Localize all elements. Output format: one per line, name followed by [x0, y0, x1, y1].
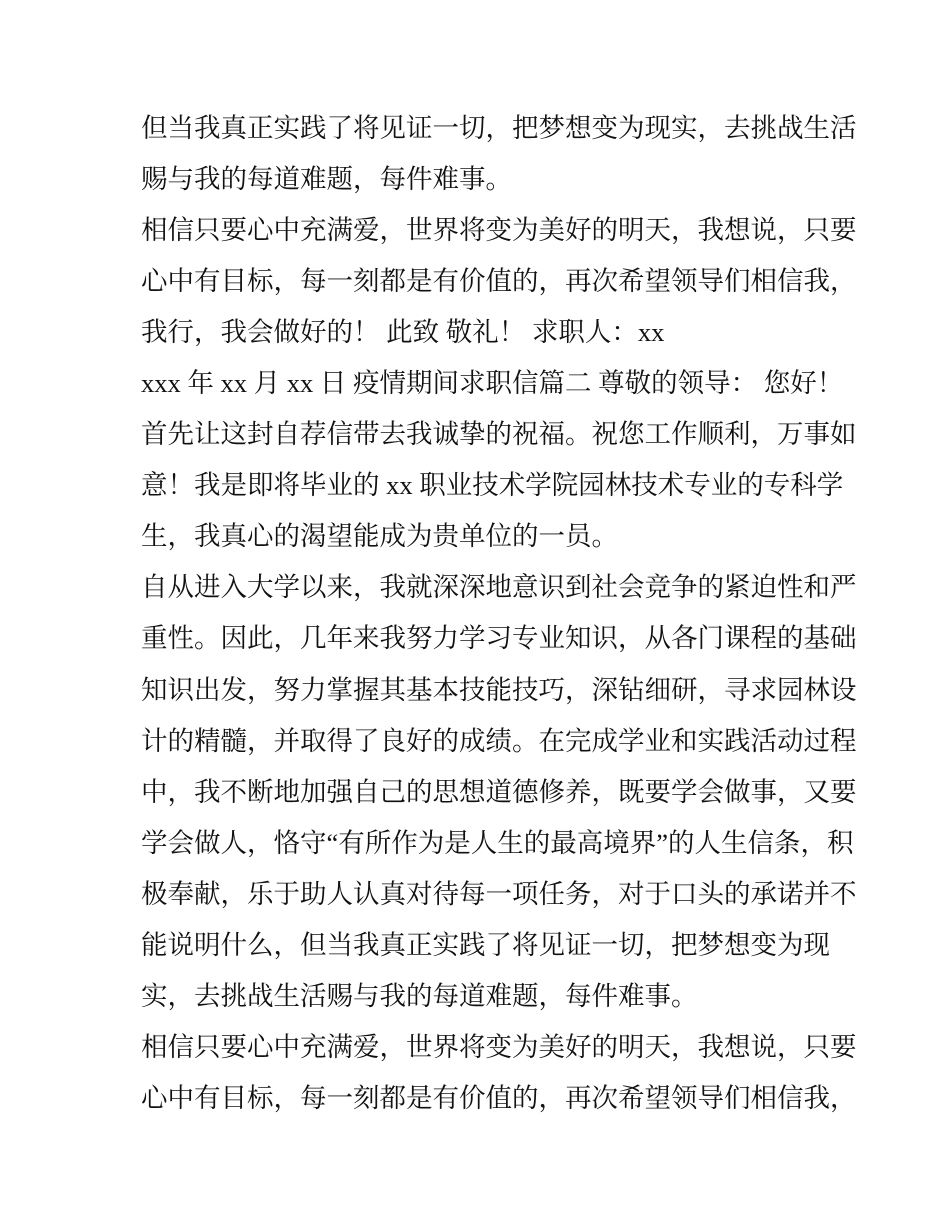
text-line: 意！我是即将毕业的 xx 职业技术学院园林技术专业的专科学 — [141, 470, 844, 501]
text-line: 相信只要心中充满爱，世界将变为美好的明天，我想说，只要 — [141, 1031, 857, 1062]
text-line: 但当我真正实践了将见证一切，把梦想变为现实，去挑战生活 — [141, 113, 857, 143]
text-line: 极奉献，乐于助人认真对待每一项任务，对于口头的承诺并不 — [141, 878, 857, 909]
text-line: 赐与我的每道难题，每件难事。 — [141, 164, 512, 195]
text-line: 首先让这封自荐信带去我诚挚的祝福。祝您工作顺利，万事如 — [141, 419, 857, 450]
text-line: 中，我不断地加强自己的思想道德修养，既要学会做事，又要 — [141, 776, 857, 807]
text-line: 实，去挑战生活赐与我的每道难题，每件难事。 — [141, 980, 698, 1011]
text-line: 能说明什么，但当我真正实践了将见证一切，把梦想变为现 — [141, 929, 830, 960]
text-line: xxx 年 xx 月 xx 日 疫情期间求职信篇二 尊敬的领导： 您好！ — [141, 368, 844, 399]
text-line: 自从进入大学以来，我就深深地意识到社会竞争的紧迫性和严 — [141, 572, 857, 603]
text-line: 知识出发，努力掌握其基本技能技巧，深钻细研，寻求园林设 — [141, 674, 857, 705]
text-line: 学会做人，恪守“有所作为是人生的最高境界”的人生信条，积 — [141, 827, 854, 858]
text-line: 心中有目标，每一刻都是有价值的，再次希望领导们相信我， — [141, 1082, 857, 1113]
text-line: 重性。因此，几年来我努力学习专业知识，从各门课程的基础 — [141, 623, 857, 654]
text-line: 计的精髓，并取得了良好的成绩。在完成学业和实践活动过程 — [141, 725, 857, 756]
document-body — [141, 103, 857, 1124]
text-line: 相信只要心中充满爱，世界将变为美好的明天，我想说，只要 — [141, 215, 857, 246]
text-line: 生，我真心的渴望能成为贵单位的一员。 — [141, 521, 618, 552]
text-line: 心中有目标，每一刻都是有价值的，再次希望领导们相信我， — [141, 266, 857, 297]
text-line: 我行，我会做好的！ 此致 敬礼！ 求职人：xx — [141, 317, 665, 348]
